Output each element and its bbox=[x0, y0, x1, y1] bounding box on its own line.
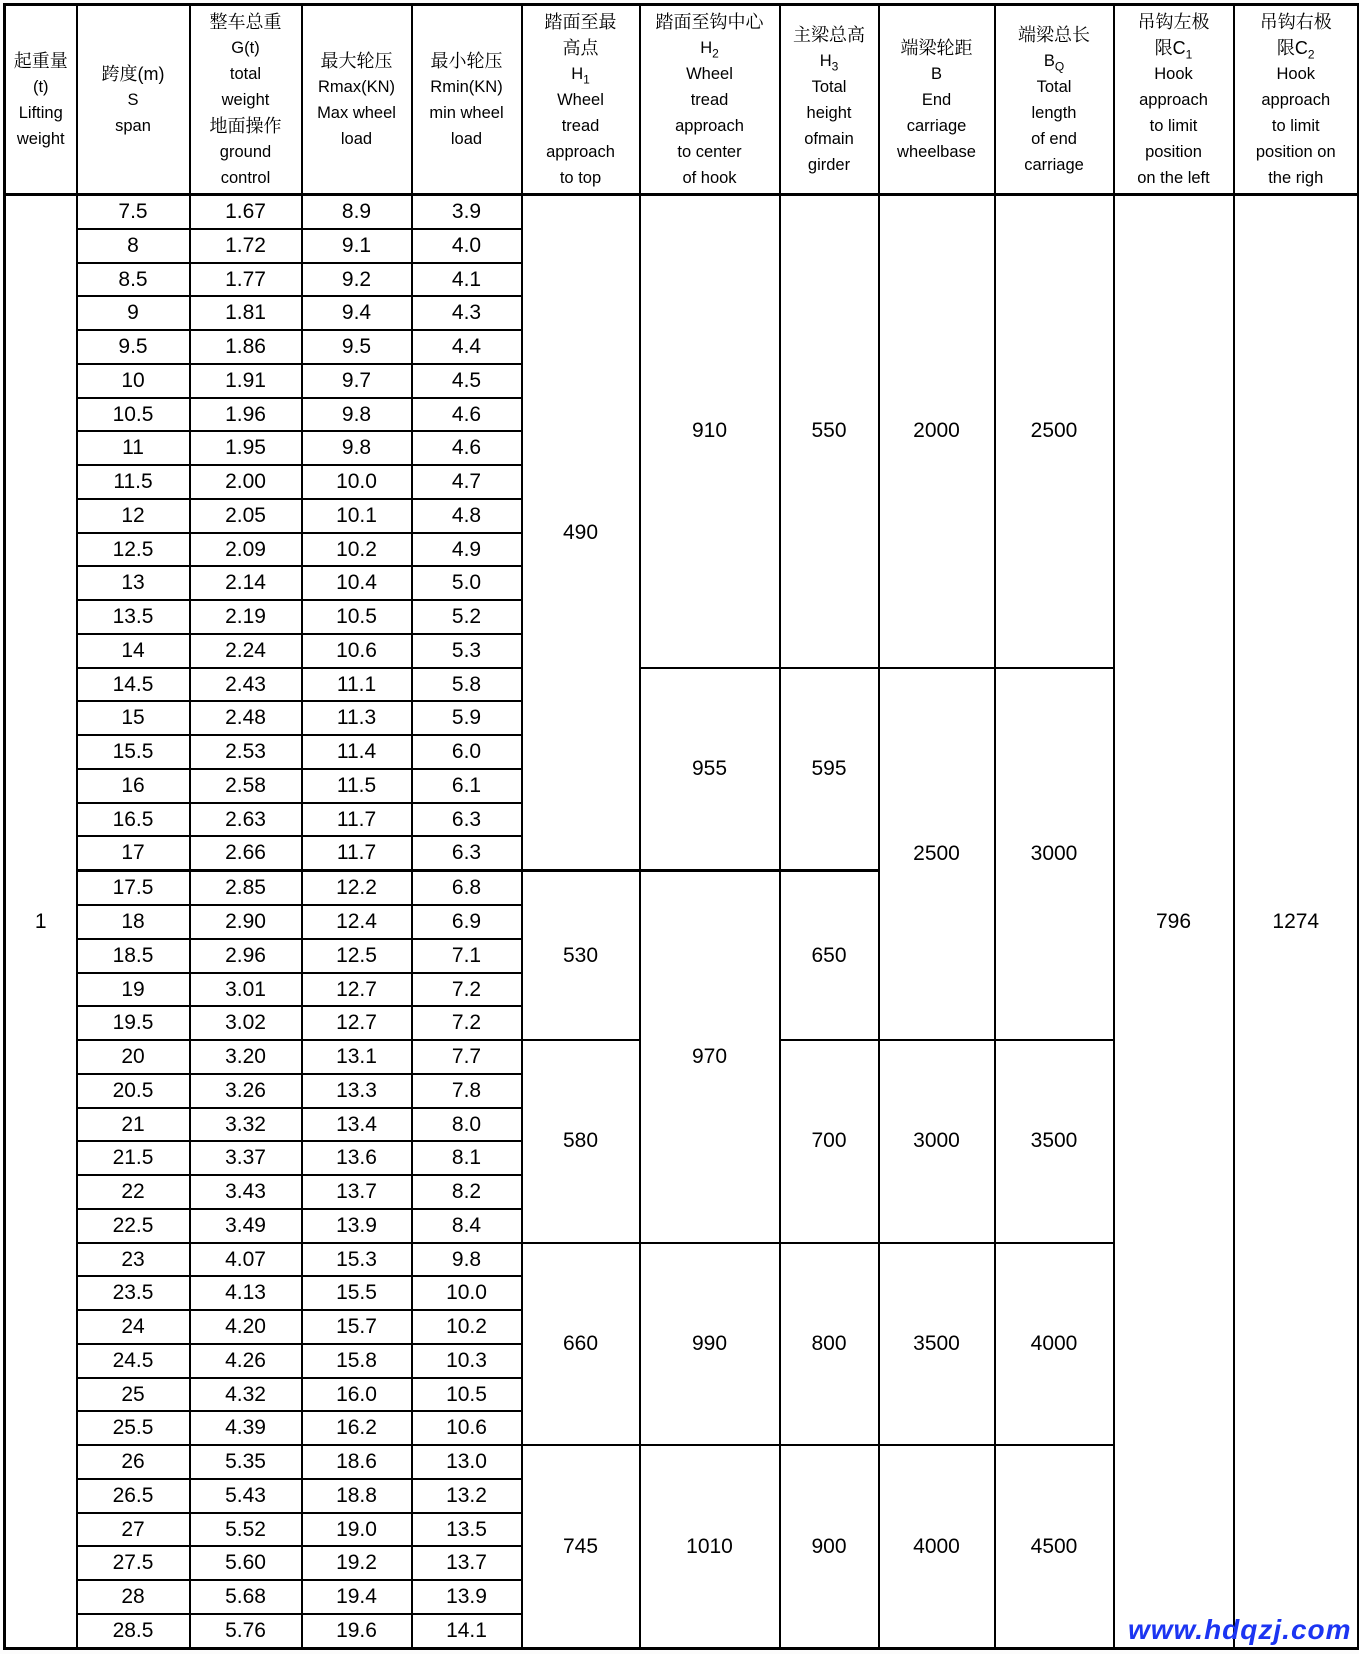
header-line: tread bbox=[561, 116, 600, 135]
cell-total-weight: 2.85 bbox=[190, 871, 302, 905]
header-line: 吊钩右极 bbox=[1259, 11, 1332, 32]
cell-min-wheel-load: 6.1 bbox=[412, 769, 522, 803]
cell-h3: 700 bbox=[780, 1040, 879, 1243]
cell-min-wheel-load: 4.6 bbox=[412, 398, 522, 432]
cell-span: 28.5 bbox=[77, 1614, 190, 1649]
cell-max-wheel-load: 11.7 bbox=[302, 836, 412, 870]
cell-min-wheel-load: 13.2 bbox=[412, 1479, 522, 1513]
header-line: Hook bbox=[1276, 64, 1316, 83]
cell-total-weight: 1.67 bbox=[190, 195, 302, 229]
header-line: approach bbox=[1139, 90, 1208, 109]
cell-h1: 660 bbox=[522, 1243, 640, 1446]
cell-lifting-weight: 1 bbox=[5, 195, 77, 1649]
cell-max-wheel-load: 13.7 bbox=[302, 1175, 412, 1209]
cell-span: 27 bbox=[77, 1513, 190, 1547]
cell-span: 11 bbox=[77, 431, 190, 465]
cell-min-wheel-load: 4.1 bbox=[412, 263, 522, 297]
cell-min-wheel-load: 6.9 bbox=[412, 905, 522, 939]
cell-span: 22 bbox=[77, 1175, 190, 1209]
cell-total-weight: 1.77 bbox=[190, 263, 302, 297]
cell-h2: 970 bbox=[640, 871, 780, 1243]
header-line: to limit bbox=[1149, 116, 1198, 135]
cell-max-wheel-load: 16.2 bbox=[302, 1411, 412, 1445]
cell-b: 3000 bbox=[879, 1040, 995, 1243]
header-line: 端梁轮距 bbox=[900, 37, 973, 58]
cell-min-wheel-load: 7.2 bbox=[412, 973, 522, 1007]
header-line: to limit bbox=[1271, 116, 1320, 135]
header-line: Total bbox=[1036, 77, 1072, 96]
cell-min-wheel-load: 13.7 bbox=[412, 1546, 522, 1580]
cell-min-wheel-load: 8.1 bbox=[412, 1141, 522, 1175]
cell-max-wheel-load: 11.3 bbox=[302, 701, 412, 735]
cell-h3: 650 bbox=[780, 871, 879, 1040]
cell-span: 21.5 bbox=[77, 1141, 190, 1175]
cell-h2: 955 bbox=[640, 668, 780, 871]
cell-max-wheel-load: 10.6 bbox=[302, 634, 412, 668]
cell-min-wheel-load: 4.6 bbox=[412, 431, 522, 465]
cell-total-weight: 2.05 bbox=[190, 499, 302, 533]
cell-total-weight: 5.60 bbox=[190, 1546, 302, 1580]
header-line: (t) bbox=[32, 77, 49, 96]
cell-b: 2500 bbox=[879, 668, 995, 1041]
cell-total-weight: 3.43 bbox=[190, 1175, 302, 1209]
cell-total-weight: 2.66 bbox=[190, 836, 302, 870]
cell-h1: 530 bbox=[522, 871, 640, 1040]
cell-total-weight: 5.52 bbox=[190, 1513, 302, 1547]
header-line: min wheel bbox=[429, 103, 504, 122]
header-line: tread bbox=[690, 90, 729, 109]
cell-max-wheel-load: 13.4 bbox=[302, 1108, 412, 1142]
cell-max-wheel-load: 15.5 bbox=[302, 1276, 412, 1310]
cell-span: 10.5 bbox=[77, 398, 190, 432]
cell-min-wheel-load: 10.2 bbox=[412, 1310, 522, 1344]
header-line: 踏面至最 bbox=[544, 11, 617, 32]
cell-total-weight: 4.13 bbox=[190, 1276, 302, 1310]
header-line: approach bbox=[1261, 90, 1331, 109]
cell-min-wheel-load: 13.5 bbox=[412, 1513, 522, 1547]
cell-max-wheel-load: 18.6 bbox=[302, 1445, 412, 1479]
cell-total-weight: 3.02 bbox=[190, 1006, 302, 1040]
cell-total-weight: 5.35 bbox=[190, 1445, 302, 1479]
cell-max-wheel-load: 11.7 bbox=[302, 803, 412, 837]
cell-max-wheel-load: 10.5 bbox=[302, 600, 412, 634]
cell-min-wheel-load: 8.4 bbox=[412, 1209, 522, 1243]
cell-max-wheel-load: 11.1 bbox=[302, 668, 412, 702]
cell-total-weight: 4.26 bbox=[190, 1344, 302, 1378]
cell-total-weight: 2.96 bbox=[190, 939, 302, 973]
header-line: S bbox=[127, 90, 139, 109]
column-header-min-wheel-load bbox=[412, 5, 522, 195]
cell-min-wheel-load: 4.3 bbox=[412, 296, 522, 330]
cell-max-wheel-load: 12.7 bbox=[302, 973, 412, 1007]
cell-span: 19.5 bbox=[77, 1006, 190, 1040]
cell-min-wheel-load: 4.5 bbox=[412, 364, 522, 398]
cell-max-wheel-load: 12.5 bbox=[302, 939, 412, 973]
cell-b: 2000 bbox=[879, 195, 995, 668]
header-line: Lifting bbox=[18, 103, 63, 122]
column-header-h1 bbox=[522, 5, 640, 195]
cell-span: 16.5 bbox=[77, 803, 190, 837]
column-header-span bbox=[77, 5, 190, 195]
cell-span: 9.5 bbox=[77, 330, 190, 364]
header-line: weight bbox=[16, 129, 65, 148]
header-line: $H_2$ bbox=[700, 38, 719, 60]
cell-total-weight: 5.43 bbox=[190, 1479, 302, 1513]
header-line: ground bbox=[219, 142, 272, 161]
cell-total-weight: 1.96 bbox=[190, 398, 302, 432]
cell-min-wheel-load: 5.8 bbox=[412, 668, 522, 702]
cell-max-wheel-load: 9.2 bbox=[302, 263, 412, 297]
cell-span: 26 bbox=[77, 1445, 190, 1479]
header-line: Rmin(KN) bbox=[430, 77, 503, 96]
cell-max-wheel-load: 12.2 bbox=[302, 871, 412, 905]
cell-total-weight: 2.09 bbox=[190, 533, 302, 567]
header-line: total bbox=[229, 64, 262, 83]
column-header-h3 bbox=[780, 5, 879, 195]
header-line: load bbox=[450, 129, 483, 148]
header-line: wheelbase bbox=[897, 142, 976, 161]
cell-min-wheel-load: 4.8 bbox=[412, 499, 522, 533]
cell-span: 25.5 bbox=[77, 1411, 190, 1445]
cell-min-wheel-load: 5.0 bbox=[412, 566, 522, 600]
cell-span: 20.5 bbox=[77, 1074, 190, 1108]
cell-min-wheel-load: 5.9 bbox=[412, 701, 522, 735]
header-line: 最小轮压 bbox=[430, 50, 503, 71]
crane-spec-table bbox=[3, 3, 1359, 1650]
cell-max-wheel-load: 18.8 bbox=[302, 1479, 412, 1513]
cell-h1: 745 bbox=[522, 1445, 640, 1648]
cell-total-weight: 3.49 bbox=[190, 1209, 302, 1243]
cell-total-weight: 1.81 bbox=[190, 296, 302, 330]
cell-max-wheel-load: 9.4 bbox=[302, 296, 412, 330]
cell-max-wheel-load: 9.1 bbox=[302, 229, 412, 263]
cell-max-wheel-load: 19.6 bbox=[302, 1614, 412, 1649]
cell-min-wheel-load: 9.8 bbox=[412, 1243, 522, 1277]
cell-span: 15.5 bbox=[77, 735, 190, 769]
header-line: 吊钩左极 bbox=[1137, 11, 1210, 32]
cell-span: 16 bbox=[77, 769, 190, 803]
cell-span: 10 bbox=[77, 364, 190, 398]
cell-bq: 3000 bbox=[995, 668, 1114, 1041]
header-line: length bbox=[1031, 103, 1077, 122]
cell-min-wheel-load: 7.7 bbox=[412, 1040, 522, 1074]
cell-span: 24 bbox=[77, 1310, 190, 1344]
cell-span: 8 bbox=[77, 229, 190, 263]
cell-min-wheel-load: 13.9 bbox=[412, 1580, 522, 1614]
cell-total-weight: 2.24 bbox=[190, 634, 302, 668]
cell-max-wheel-load: 9.8 bbox=[302, 398, 412, 432]
cell-h2: 910 bbox=[640, 195, 780, 668]
cell-max-wheel-load: 10.0 bbox=[302, 465, 412, 499]
cell-total-weight: 2.00 bbox=[190, 465, 302, 499]
cell-c1: 796 bbox=[1114, 195, 1234, 1649]
header-line: Wheel bbox=[686, 64, 733, 83]
cell-span: 25 bbox=[77, 1378, 190, 1412]
header-line: girder bbox=[807, 155, 851, 174]
cell-max-wheel-load: 12.4 bbox=[302, 905, 412, 939]
column-header-max-wheel-load bbox=[302, 5, 412, 195]
cell-min-wheel-load: 5.2 bbox=[412, 600, 522, 634]
cell-total-weight: 3.37 bbox=[190, 1141, 302, 1175]
header-line: to top bbox=[559, 168, 602, 187]
header-line: 整车总重 bbox=[209, 11, 282, 32]
cell-total-weight: 2.58 bbox=[190, 769, 302, 803]
header-line: ofmain bbox=[804, 129, 854, 148]
cell-h3: 900 bbox=[780, 1445, 879, 1648]
cell-span: 17.5 bbox=[77, 871, 190, 905]
cell-span: 28 bbox=[77, 1580, 190, 1614]
header-line: 最大轮压 bbox=[320, 50, 393, 71]
cell-max-wheel-load: 13.9 bbox=[302, 1209, 412, 1243]
cell-span: 13.5 bbox=[77, 600, 190, 634]
cell-span: 12 bbox=[77, 499, 190, 533]
header-line: position on bbox=[1255, 142, 1336, 161]
cell-span: 24.5 bbox=[77, 1344, 190, 1378]
cell-min-wheel-load: 3.9 bbox=[412, 195, 522, 229]
header-line: on the left bbox=[1137, 168, 1210, 187]
cell-min-wheel-load: 6.3 bbox=[412, 836, 522, 870]
cell-span: 13 bbox=[77, 566, 190, 600]
header-line: Rmax(KN) bbox=[318, 77, 395, 96]
header-line: carriage bbox=[906, 116, 967, 135]
watermark-url: www.hdqzj.com bbox=[1128, 1614, 1352, 1645]
column-header-c2 bbox=[1234, 5, 1359, 195]
header-line: span bbox=[115, 116, 151, 135]
header-line: approach bbox=[546, 142, 615, 161]
column-header-b bbox=[879, 5, 995, 195]
column-header-bq bbox=[995, 5, 1114, 195]
header-line: weight bbox=[221, 90, 270, 109]
cell-min-wheel-load: 7.1 bbox=[412, 939, 522, 973]
cell-bq: 3500 bbox=[995, 1040, 1114, 1243]
cell-total-weight: 4.32 bbox=[190, 1378, 302, 1412]
cell-min-wheel-load: 8.2 bbox=[412, 1175, 522, 1209]
header-line: 主梁总高 bbox=[793, 24, 865, 45]
cell-total-weight: 2.19 bbox=[190, 600, 302, 634]
header-line: Wheel bbox=[557, 90, 604, 109]
cell-min-wheel-load: 13.0 bbox=[412, 1445, 522, 1479]
header-line: 跨度(m) bbox=[101, 63, 165, 84]
cell-h3: 800 bbox=[780, 1243, 879, 1446]
header-line: 地面操作 bbox=[209, 115, 282, 136]
cell-total-weight: 2.43 bbox=[190, 668, 302, 702]
header-line: 限$C_1$ bbox=[1154, 37, 1193, 62]
column-header-c1 bbox=[1114, 5, 1234, 195]
cell-max-wheel-load: 15.7 bbox=[302, 1310, 412, 1344]
cell-total-weight: 3.32 bbox=[190, 1108, 302, 1142]
cell-span: 11.5 bbox=[77, 465, 190, 499]
cell-span: 22.5 bbox=[77, 1209, 190, 1243]
cell-min-wheel-load: 4.9 bbox=[412, 533, 522, 567]
cell-total-weight: 2.53 bbox=[190, 735, 302, 769]
cell-max-wheel-load: 13.3 bbox=[302, 1074, 412, 1108]
cell-max-wheel-load: 11.4 bbox=[302, 735, 412, 769]
cell-min-wheel-load: 6.0 bbox=[412, 735, 522, 769]
header-line: of hook bbox=[682, 168, 737, 187]
cell-total-weight: 2.14 bbox=[190, 566, 302, 600]
cell-total-weight: 1.86 bbox=[190, 330, 302, 364]
cell-min-wheel-load: 6.8 bbox=[412, 871, 522, 905]
header-line: $H_3$ bbox=[819, 51, 839, 73]
cell-max-wheel-load: 8.9 bbox=[302, 195, 412, 229]
column-header-total-weight bbox=[190, 5, 302, 195]
cell-total-weight: 1.91 bbox=[190, 364, 302, 398]
cell-bq: 2500 bbox=[995, 195, 1114, 668]
column-header-h2 bbox=[640, 5, 780, 195]
cell-span: 18.5 bbox=[77, 939, 190, 973]
cell-max-wheel-load: 9.5 bbox=[302, 330, 412, 364]
cell-min-wheel-load: 5.3 bbox=[412, 634, 522, 668]
cell-bq: 4000 bbox=[995, 1243, 1114, 1446]
cell-span: 23.5 bbox=[77, 1276, 190, 1310]
cell-min-wheel-load: 10.3 bbox=[412, 1344, 522, 1378]
header-line: $B_Q$ bbox=[1043, 51, 1065, 73]
cell-total-weight: 3.20 bbox=[190, 1040, 302, 1074]
cell-total-weight: 4.39 bbox=[190, 1411, 302, 1445]
cell-max-wheel-load: 10.2 bbox=[302, 533, 412, 567]
header-line: Total bbox=[811, 77, 847, 96]
cell-max-wheel-load: 12.7 bbox=[302, 1006, 412, 1040]
cell-max-wheel-load: 11.5 bbox=[302, 769, 412, 803]
cell-total-weight: 3.01 bbox=[190, 973, 302, 1007]
cell-max-wheel-load: 13.6 bbox=[302, 1141, 412, 1175]
cell-span: 26.5 bbox=[77, 1479, 190, 1513]
cell-max-wheel-load: 19.4 bbox=[302, 1580, 412, 1614]
cell-span: 23 bbox=[77, 1243, 190, 1277]
cell-h2: 1010 bbox=[640, 1445, 780, 1648]
cell-min-wheel-load: 4.7 bbox=[412, 465, 522, 499]
cell-min-wheel-load: 6.3 bbox=[412, 803, 522, 837]
header-line: approach bbox=[675, 116, 744, 135]
cell-total-weight: 4.20 bbox=[190, 1310, 302, 1344]
cell-total-weight: 2.63 bbox=[190, 803, 302, 837]
cell-span: 19 bbox=[77, 973, 190, 1007]
header-line: carriage bbox=[1024, 155, 1084, 174]
cell-max-wheel-load: 10.4 bbox=[302, 566, 412, 600]
header-line: Max wheel bbox=[317, 103, 396, 122]
header-line: B bbox=[930, 64, 942, 83]
cell-max-wheel-load: 9.8 bbox=[302, 431, 412, 465]
cell-max-wheel-load: 15.3 bbox=[302, 1243, 412, 1277]
cell-max-wheel-load: 13.1 bbox=[302, 1040, 412, 1074]
cell-span: 14.5 bbox=[77, 668, 190, 702]
header-line: 限$C_2$ bbox=[1276, 37, 1315, 62]
cell-total-weight: 4.07 bbox=[190, 1243, 302, 1277]
cell-total-weight: 1.72 bbox=[190, 229, 302, 263]
header-line: position bbox=[1145, 142, 1202, 161]
header-line: 踏面至钩中心 bbox=[655, 11, 764, 32]
cell-span: 21 bbox=[77, 1108, 190, 1142]
cell-min-wheel-load: 10.0 bbox=[412, 1276, 522, 1310]
cell-span: 17 bbox=[77, 836, 190, 870]
cell-min-wheel-load: 7.8 bbox=[412, 1074, 522, 1108]
cell-total-weight: 1.95 bbox=[190, 431, 302, 465]
header-line: 起重量 bbox=[13, 50, 68, 71]
header-line: 高点 bbox=[562, 37, 599, 58]
cell-total-weight: 2.90 bbox=[190, 905, 302, 939]
header-line: the righ bbox=[1268, 168, 1324, 187]
header-line: End bbox=[921, 90, 952, 109]
header-line: load bbox=[340, 129, 373, 148]
table-header bbox=[5, 5, 1359, 195]
cell-max-wheel-load: 10.1 bbox=[302, 499, 412, 533]
cell-b: 3500 bbox=[879, 1243, 995, 1446]
cell-max-wheel-load: 15.8 bbox=[302, 1344, 412, 1378]
column-header-lifting-weight bbox=[5, 5, 77, 195]
cell-max-wheel-load: 19.0 bbox=[302, 1513, 412, 1547]
header-line: to center bbox=[677, 142, 742, 161]
table-body bbox=[5, 195, 1359, 1649]
header-line: G(t) bbox=[231, 38, 260, 57]
cell-span: 7.5 bbox=[77, 195, 190, 229]
header-line: height bbox=[806, 103, 852, 122]
cell-total-weight: 5.68 bbox=[190, 1580, 302, 1614]
cell-span: 15 bbox=[77, 701, 190, 735]
cell-span: 18 bbox=[77, 905, 190, 939]
cell-min-wheel-load: 14.1 bbox=[412, 1614, 522, 1649]
cell-span: 20 bbox=[77, 1040, 190, 1074]
cell-span: 27.5 bbox=[77, 1546, 190, 1580]
cell-max-wheel-load: 9.7 bbox=[302, 364, 412, 398]
cell-h3: 595 bbox=[780, 668, 879, 871]
cell-total-weight: 5.76 bbox=[190, 1614, 302, 1649]
cell-max-wheel-load: 16.0 bbox=[302, 1378, 412, 1412]
cell-h2: 990 bbox=[640, 1243, 780, 1446]
header-line: control bbox=[220, 168, 271, 187]
cell-c2: 1274 bbox=[1234, 195, 1359, 1649]
cell-min-wheel-load: 4.0 bbox=[412, 229, 522, 263]
cell-min-wheel-load: 7.2 bbox=[412, 1006, 522, 1040]
cell-span: 8.5 bbox=[77, 263, 190, 297]
cell-bq: 4500 bbox=[995, 1445, 1114, 1648]
cell-h1: 490 bbox=[522, 195, 640, 871]
header-line: 端梁总长 bbox=[1018, 24, 1090, 45]
cell-span: 9 bbox=[77, 296, 190, 330]
cell-h1: 580 bbox=[522, 1040, 640, 1243]
cell-min-wheel-load: 10.5 bbox=[412, 1378, 522, 1412]
cell-b: 4000 bbox=[879, 1445, 995, 1648]
header-line: Hook bbox=[1154, 64, 1193, 83]
header-line: $H_1$ bbox=[571, 64, 590, 86]
header-line: of end bbox=[1031, 129, 1077, 148]
cell-min-wheel-load: 4.4 bbox=[412, 330, 522, 364]
cell-span: 12.5 bbox=[77, 533, 190, 567]
cell-min-wheel-load: 10.6 bbox=[412, 1411, 522, 1445]
cell-max-wheel-load: 19.2 bbox=[302, 1546, 412, 1580]
cell-min-wheel-load: 8.0 bbox=[412, 1108, 522, 1142]
cell-h3: 550 bbox=[780, 195, 879, 668]
cell-total-weight: 3.26 bbox=[190, 1074, 302, 1108]
cell-span: 14 bbox=[77, 634, 190, 668]
cell-total-weight: 2.48 bbox=[190, 701, 302, 735]
